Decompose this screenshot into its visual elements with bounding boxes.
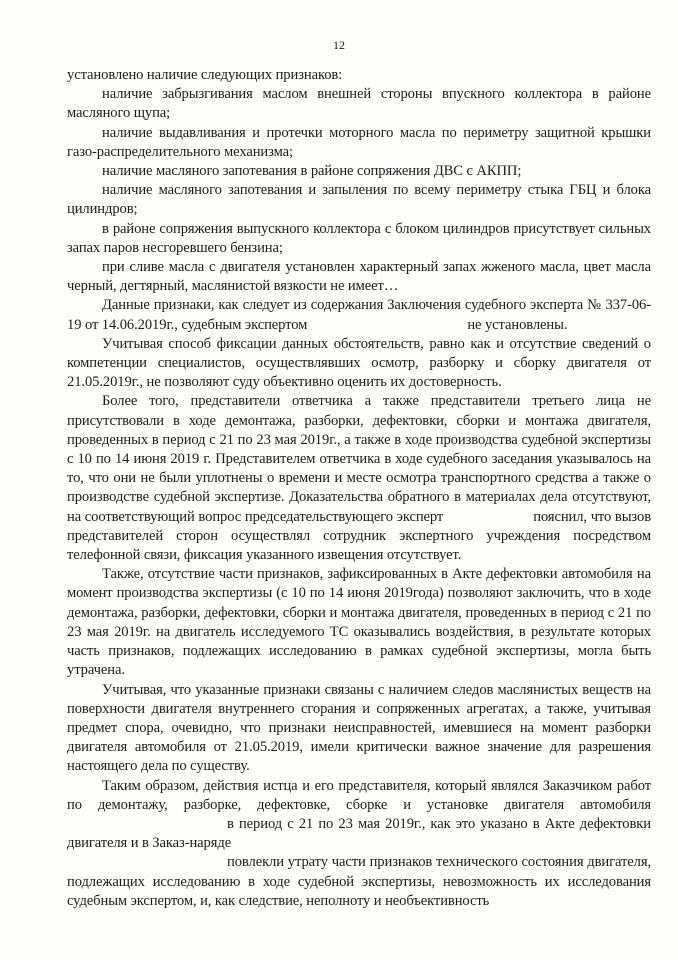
paragraph-7: Данные признаки, как следует из содержания Заключения судебного эксперта № 337-06-19 от 14.06.2019г., судебным экспертом не установлены. [67,297,651,333]
paragraph-11: Учитывая, что указанные признаки связаны с наличием следов маслянистых веществ на поверхности двигателя внутреннего сгорания и сопряженных агрегатах, а также, учитывая предмет спора, очевидно, что признаки неисправностей, имевшиеся на момент разборки двигателя автомобиля от 21.05.2019, имели критически важное значение для разрешения настоящего дела по существу. [67,681,651,775]
paragraph-10: Также, отсутствие части признаков, зафиксированных в Акте дефектовки автомобиля на момент производства экспертизы (с 10 по 14 июня 2019года) позволяют заключить, что в ходе демонтажа, разборки, дефектовки, сборки и монтажа двигателя, проведенных в период с 21 по 23 мая 2019г. на двигатель исследуемого ТС оказывались воздействия, в результате которых часть признаков, подлежащих исследованию в рамках судебной экспертизы, могла быть утрачена. [67,566,651,679]
paragraph-0: установлено наличие следующих признаков: [67,67,343,83]
paragraph-6: при сливе масла с двигателя установлен характерный запах жженого масла, цвет масла черный, дегтярный, маслянистой вязкости не имеет… [67,259,651,295]
paragraph-9: Более того, представители ответчика а также представители третьего лица не присутствовали в ходе демонтажа, разборки, дефектовки, сборки и монтажа двигателя, проведенных в период с 21 по 23 мая 2019г., а также в ходе производства судебной экспертизы с 10 по 14 июня 2019 г. Представителем ответчика в ходе судебного заседания указывалось на то, что они не были уплотнены о времени и месте осмотра транспортного средства а также о производстве судебной экспертизе. Доказательства обратного в материалах дела отсутствуют, на соответствующий вопрос председательствующего эксперт пояснил, что вызов представителей сторон осуществлял сотрудник экспертного учреждения посредством телефонной связи, фиксация указанного извещения отсутствует. [67,393,651,564]
paragraph-1: наличие забрызгивания маслом внешней стороны впускного коллектора в районе масляного щупа; [67,86,651,122]
paragraph-13: повлекли утрату части признаков технического состояния двигателя, подлежащих исследованию в ходе судебной экспертизы, невозможность их исследования судебным экспертом, и, как следствие, неполноту и необъективность [67,854,651,909]
page-number: 12 [333,38,345,52]
paragraph-4: наличие масляного запотевания и запыления по всему периметру стыка ГБЦ и блока цилиндров; [67,182,651,218]
paragraph-5: в районе сопряжения выпускного коллектора с блоком цилиндров присутствует сильных запах паров несгоревшего бензина; [67,220,651,256]
paragraph-12: Таким образом, действия истца и его представителя, который являлся Заказчиком работ по демонтажу, разборке, дефектовке, сборке и установке двигателя автомобиляв период с 21 по 23 мая 2019г., как это указано в Акте дефектовки двигателя и в Заказ-наряде [67,777,651,852]
paragraph-3: наличие масляного запотевания в районе сопряжения ДВС с АКПП; [102,163,522,180]
paragraph-2: наличие выдавливания и протечки моторного масла по периметру защитной крышки газо-распределительного механизма; [67,124,651,160]
document-body [67,66,651,911]
paragraph-8: Учитывая способ фиксации данных обстоятельств, равно как и отсутствие сведений о компетенции специалистов, осуществлявших осмотр, разборку и сборку двигателя от 21.05.2019г., не позволяют суду объективно оценить их достоверность. [67,335,651,391]
